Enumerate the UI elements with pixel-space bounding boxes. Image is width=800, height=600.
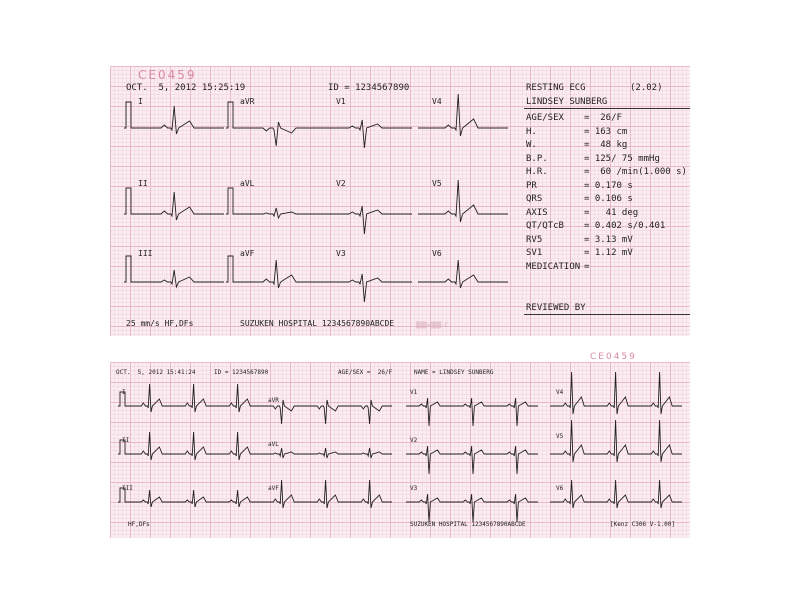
lead-label: V2	[336, 179, 346, 188]
measurement-value: = 1.12 mV	[584, 248, 633, 258]
measurement-label: MEDICATION	[526, 261, 581, 272]
measurement-label: RV5	[526, 234, 543, 245]
measurement-label: QT/QTcB	[526, 221, 564, 231]
ecg-waveform	[418, 94, 508, 136]
ecg-waveform	[124, 256, 224, 287]
lead-label: V1	[410, 389, 418, 396]
ecg-waveform	[418, 180, 508, 222]
ecg-waveform	[226, 256, 326, 288]
measurement-label: B.P.	[526, 153, 548, 164]
lead-label: V5	[432, 179, 442, 188]
lead-label: V3	[336, 249, 346, 258]
report-datetime: OCT. 5, 2012 15:25:19	[126, 83, 246, 93]
measurement-value: = 41 deg	[584, 207, 639, 218]
lead-label: II	[122, 437, 130, 444]
measurement-label: AGE/SEX	[526, 113, 564, 123]
ecg-waveform	[322, 120, 412, 148]
ecg-waveform	[124, 102, 224, 134]
ecg-waveform	[260, 480, 392, 508]
test-title: RESTING ECG	[526, 83, 586, 93]
measurement-value: = 26/F	[584, 113, 622, 123]
bottom-ecg-sheet	[110, 352, 690, 538]
ecg-waveform	[322, 206, 412, 234]
measurement-value: = 0.170 s	[584, 180, 633, 191]
lead-label: aVF	[240, 249, 255, 258]
lead-label: V4	[556, 389, 564, 396]
lead-label: V1	[336, 97, 346, 106]
ecg-waveform	[118, 384, 260, 412]
paper-code: ▒▒▒×▒▒▒-C	[416, 322, 449, 329]
top-ecg-sheet	[110, 66, 690, 336]
lead-label: V5	[556, 433, 564, 440]
lead-label: V3	[410, 485, 418, 492]
ecg-trace-area	[110, 66, 520, 336]
patient-id: ID = 1234567890	[214, 369, 269, 376]
program-version: (2.02)	[630, 83, 663, 93]
age-sex: AGE/SEX = 26/F	[338, 369, 393, 376]
lead-label: V6	[556, 485, 564, 492]
ecg-waveform	[118, 432, 260, 460]
ecg-waveform	[406, 398, 538, 426]
measurement-value: = 3.13 mV	[584, 234, 633, 245]
ecg-waveform	[260, 448, 392, 458]
ecg-waveform	[322, 274, 412, 302]
lead-label: V2	[410, 437, 418, 444]
ecg-waveform	[406, 494, 538, 522]
ecg-waveform	[550, 372, 682, 414]
ce-mark: CE0459	[138, 68, 197, 82]
ecg-waveform	[418, 260, 508, 288]
measurement-value: = 48 kg	[584, 140, 628, 150]
ecg-waveform	[118, 485, 260, 507]
measurement-value: = 163 cm	[584, 126, 628, 137]
ecg-waveform	[406, 446, 538, 474]
measurement-label: AXIS	[526, 207, 548, 218]
measurement-value: = 60 /min(1.000 s)	[584, 167, 687, 177]
measurement-label: H.	[526, 126, 537, 137]
ecg-waveform	[550, 480, 682, 508]
patient-name: LINDSEY SUNBERG	[526, 97, 608, 107]
reviewed-by-label: REVIEWED BY	[526, 303, 586, 313]
measurement-value: = 0.402 s/0.401	[584, 221, 666, 231]
measurement-label: H.R.	[526, 167, 548, 177]
measurement-label: SV1	[526, 248, 543, 258]
signature-line	[524, 314, 690, 315]
ecg-waveform	[226, 102, 326, 146]
lead-label: III	[138, 249, 153, 258]
measurement-label: QRS	[526, 194, 543, 204]
footer-speed: 25 mm/s HF,DFs	[126, 319, 194, 328]
lead-label: V4	[432, 97, 442, 106]
patient-name: NAME = LINDSEY SUNBERG	[414, 369, 494, 376]
ce-mark: CE0459	[590, 352, 637, 362]
measurement-value: =	[584, 261, 590, 272]
measurement-label: PR	[526, 180, 537, 191]
lead-label: aVR	[240, 97, 255, 106]
ecg-waveform	[260, 397, 392, 424]
footer-filters: HF,DFs	[128, 521, 150, 528]
patient-id: ID = 1234567890	[328, 83, 410, 93]
ecg-waveform	[550, 420, 682, 462]
ecg-waveform	[226, 188, 326, 218]
lead-label: I	[138, 97, 143, 106]
lead-label: V6	[432, 249, 442, 258]
footer-hospital: SUZUKEN HOSPITAL 1234567890ABCDE	[240, 319, 395, 328]
lead-label: aVL	[268, 441, 279, 448]
ecg-waveform	[124, 188, 224, 220]
divider	[524, 108, 690, 109]
measurement-value: = 125/ 75 mmHg	[584, 153, 660, 164]
report-datetime: OCT. 5, 2012 15:41:24	[116, 369, 196, 376]
measurement-label: W.	[526, 140, 537, 150]
measurement-value: = 0.106 s	[584, 194, 633, 204]
lead-label: aVR	[268, 397, 279, 404]
device-info: [Kenz C306 V-1.00]	[610, 521, 676, 528]
lead-label: I	[122, 389, 126, 396]
footer-hospital: SUZUKEN HOSPITAL 1234567890ABCDE	[410, 521, 526, 528]
lead-label: aVL	[240, 179, 255, 188]
lead-label: aVF	[268, 485, 279, 492]
lead-label: III	[122, 485, 133, 492]
ecg-trace-area	[110, 362, 690, 538]
lead-label: II	[138, 179, 148, 188]
